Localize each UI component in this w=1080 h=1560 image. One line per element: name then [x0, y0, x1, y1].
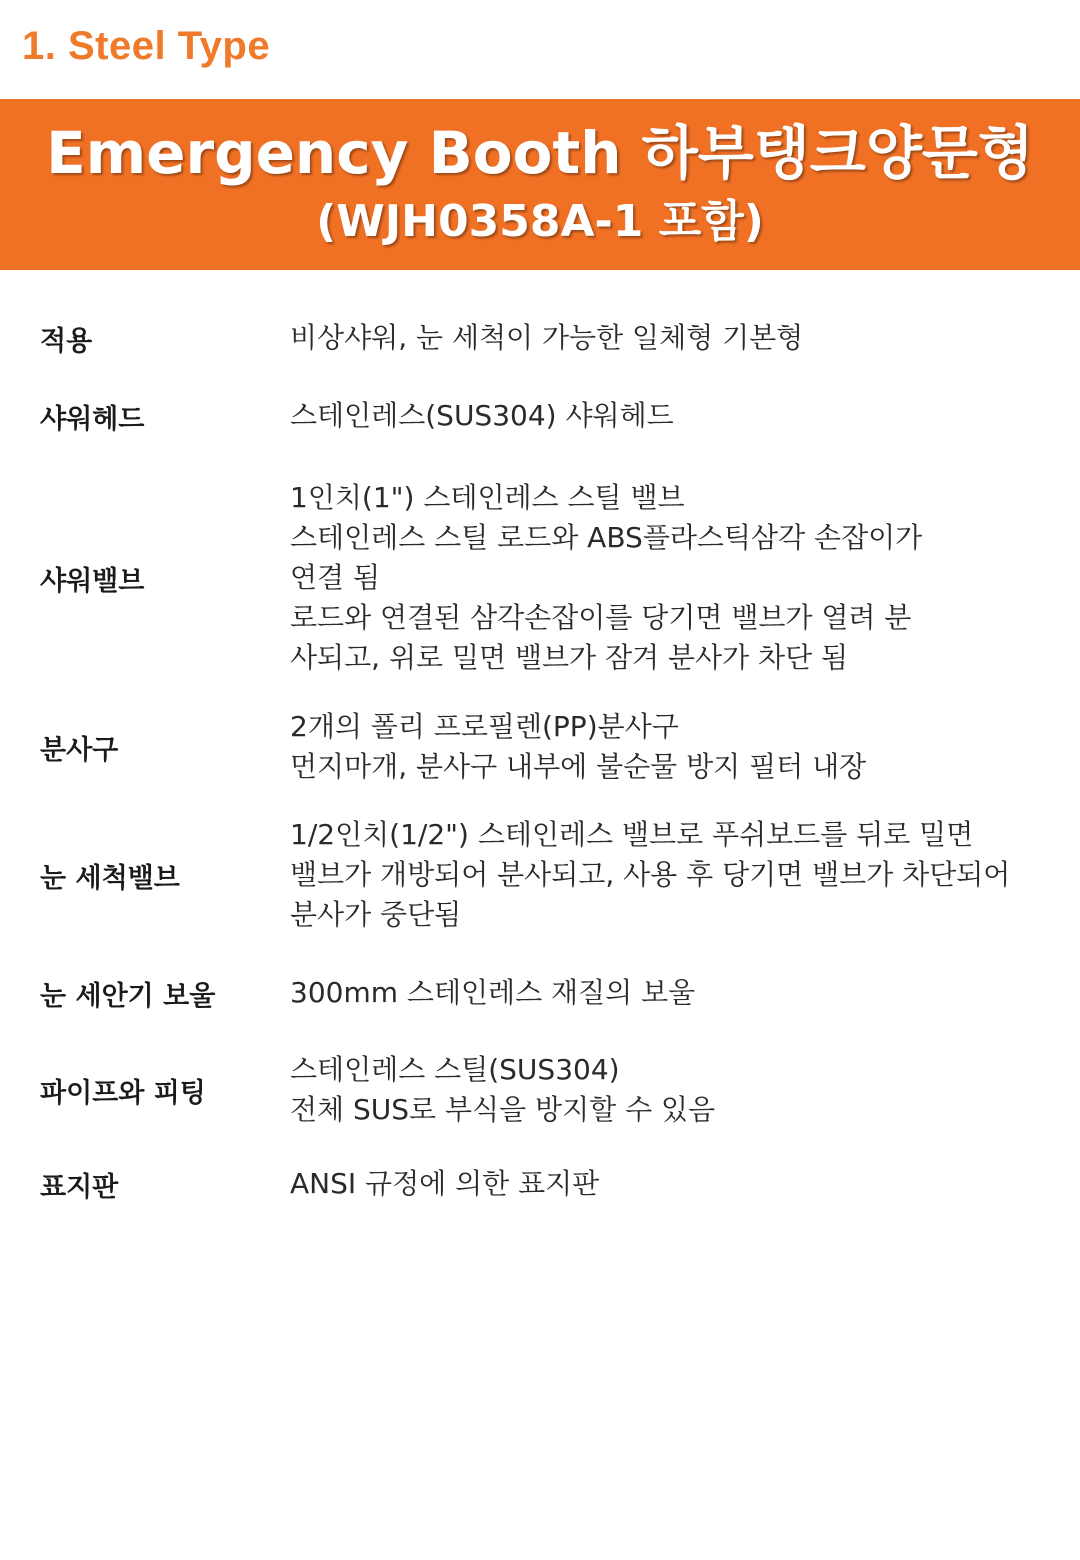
spec-line: 로드와 연결된 삼각손잡이를 당기면 밸브가 열려 분: [290, 601, 912, 634]
spec-row-eyewash-bowl: [40, 973, 1050, 1013]
spec-label: 분사구: [40, 734, 119, 766]
spec-line: 밸브가 개방되어 분사되고, 사용 후 당기면 밸브가 차단되어: [290, 858, 1011, 891]
spec-row-shower-valve: [40, 478, 1050, 678]
spec-line: 1인치(1") 스테인레스 스틸 밸브: [290, 481, 685, 514]
spec-value: [290, 815, 1050, 935]
spec-line: 먼지마개, 분사구 내부에 불순물 방지 필터 내장: [290, 750, 867, 783]
spec-line: ANSI 규정에 의한 표지판: [290, 1167, 600, 1200]
spec-label: 눈 세척밸브: [40, 862, 180, 894]
spec-value: [290, 1164, 1050, 1204]
spec-line: 분사가 중단됨: [290, 898, 462, 931]
spec-value: [290, 1050, 1050, 1130]
spec-label: 샤워밸브: [40, 565, 145, 597]
spec-value: [290, 396, 1050, 436]
spec-line: 스테인레스 스틸(SUS304): [290, 1053, 620, 1086]
spec-row-application: [40, 318, 1050, 358]
spec-value: [290, 478, 1050, 678]
spec-line: 2개의 폴리 프로필렌(PP)분사구: [290, 710, 679, 743]
spec-line: 전체 SUS로 부식을 방지할 수 있음: [290, 1093, 716, 1126]
banner-title: Emergency Booth 하부탱크양문형: [46, 118, 1034, 187]
spec-row-nozzle: [40, 707, 1050, 787]
spec-label: 샤워헤드: [40, 403, 145, 435]
spec-row-eyewash-valve: [40, 815, 1050, 935]
spec-line: 300mm 스테인레스 재질의 보울: [290, 976, 696, 1009]
spec-line: 연결 됨: [290, 561, 381, 594]
spec-row-sign: [40, 1164, 1050, 1204]
banner-model: (WJH0358A-1 포함): [316, 195, 764, 247]
spec-label: 표지판: [40, 1171, 119, 1203]
spec-label: 적용: [40, 325, 93, 357]
header-banner: [0, 99, 1080, 270]
spec-value: [290, 707, 1050, 787]
spec-value: [290, 318, 1050, 358]
spec-row-shower-head: [40, 396, 1050, 436]
spec-value: [290, 973, 1050, 1013]
spec-line: 스테인레스 스틸 로드와 ABS플라스틱삼각 손잡이가: [290, 521, 923, 554]
spec-line: 스테인레스(SUS304) 샤워헤드: [290, 399, 674, 432]
spec-line: 1/2인치(1/2") 스테인레스 밸브로 푸쉬보드를 뒤로 밀면: [290, 818, 974, 851]
spec-label: 파이프와 피팅: [40, 1077, 206, 1109]
spec-label: 눈 세안기 보울: [40, 980, 216, 1012]
spec-line: 비상샤워, 눈 세척이 가능한 일체형 기본형: [290, 321, 804, 354]
spec-line: 사되고, 위로 밀면 밸브가 잠겨 분사가 차단 됨: [290, 641, 849, 674]
section-title: 1. Steel Type: [22, 24, 271, 68]
spec-row-pipe-fitting: [40, 1050, 1050, 1130]
